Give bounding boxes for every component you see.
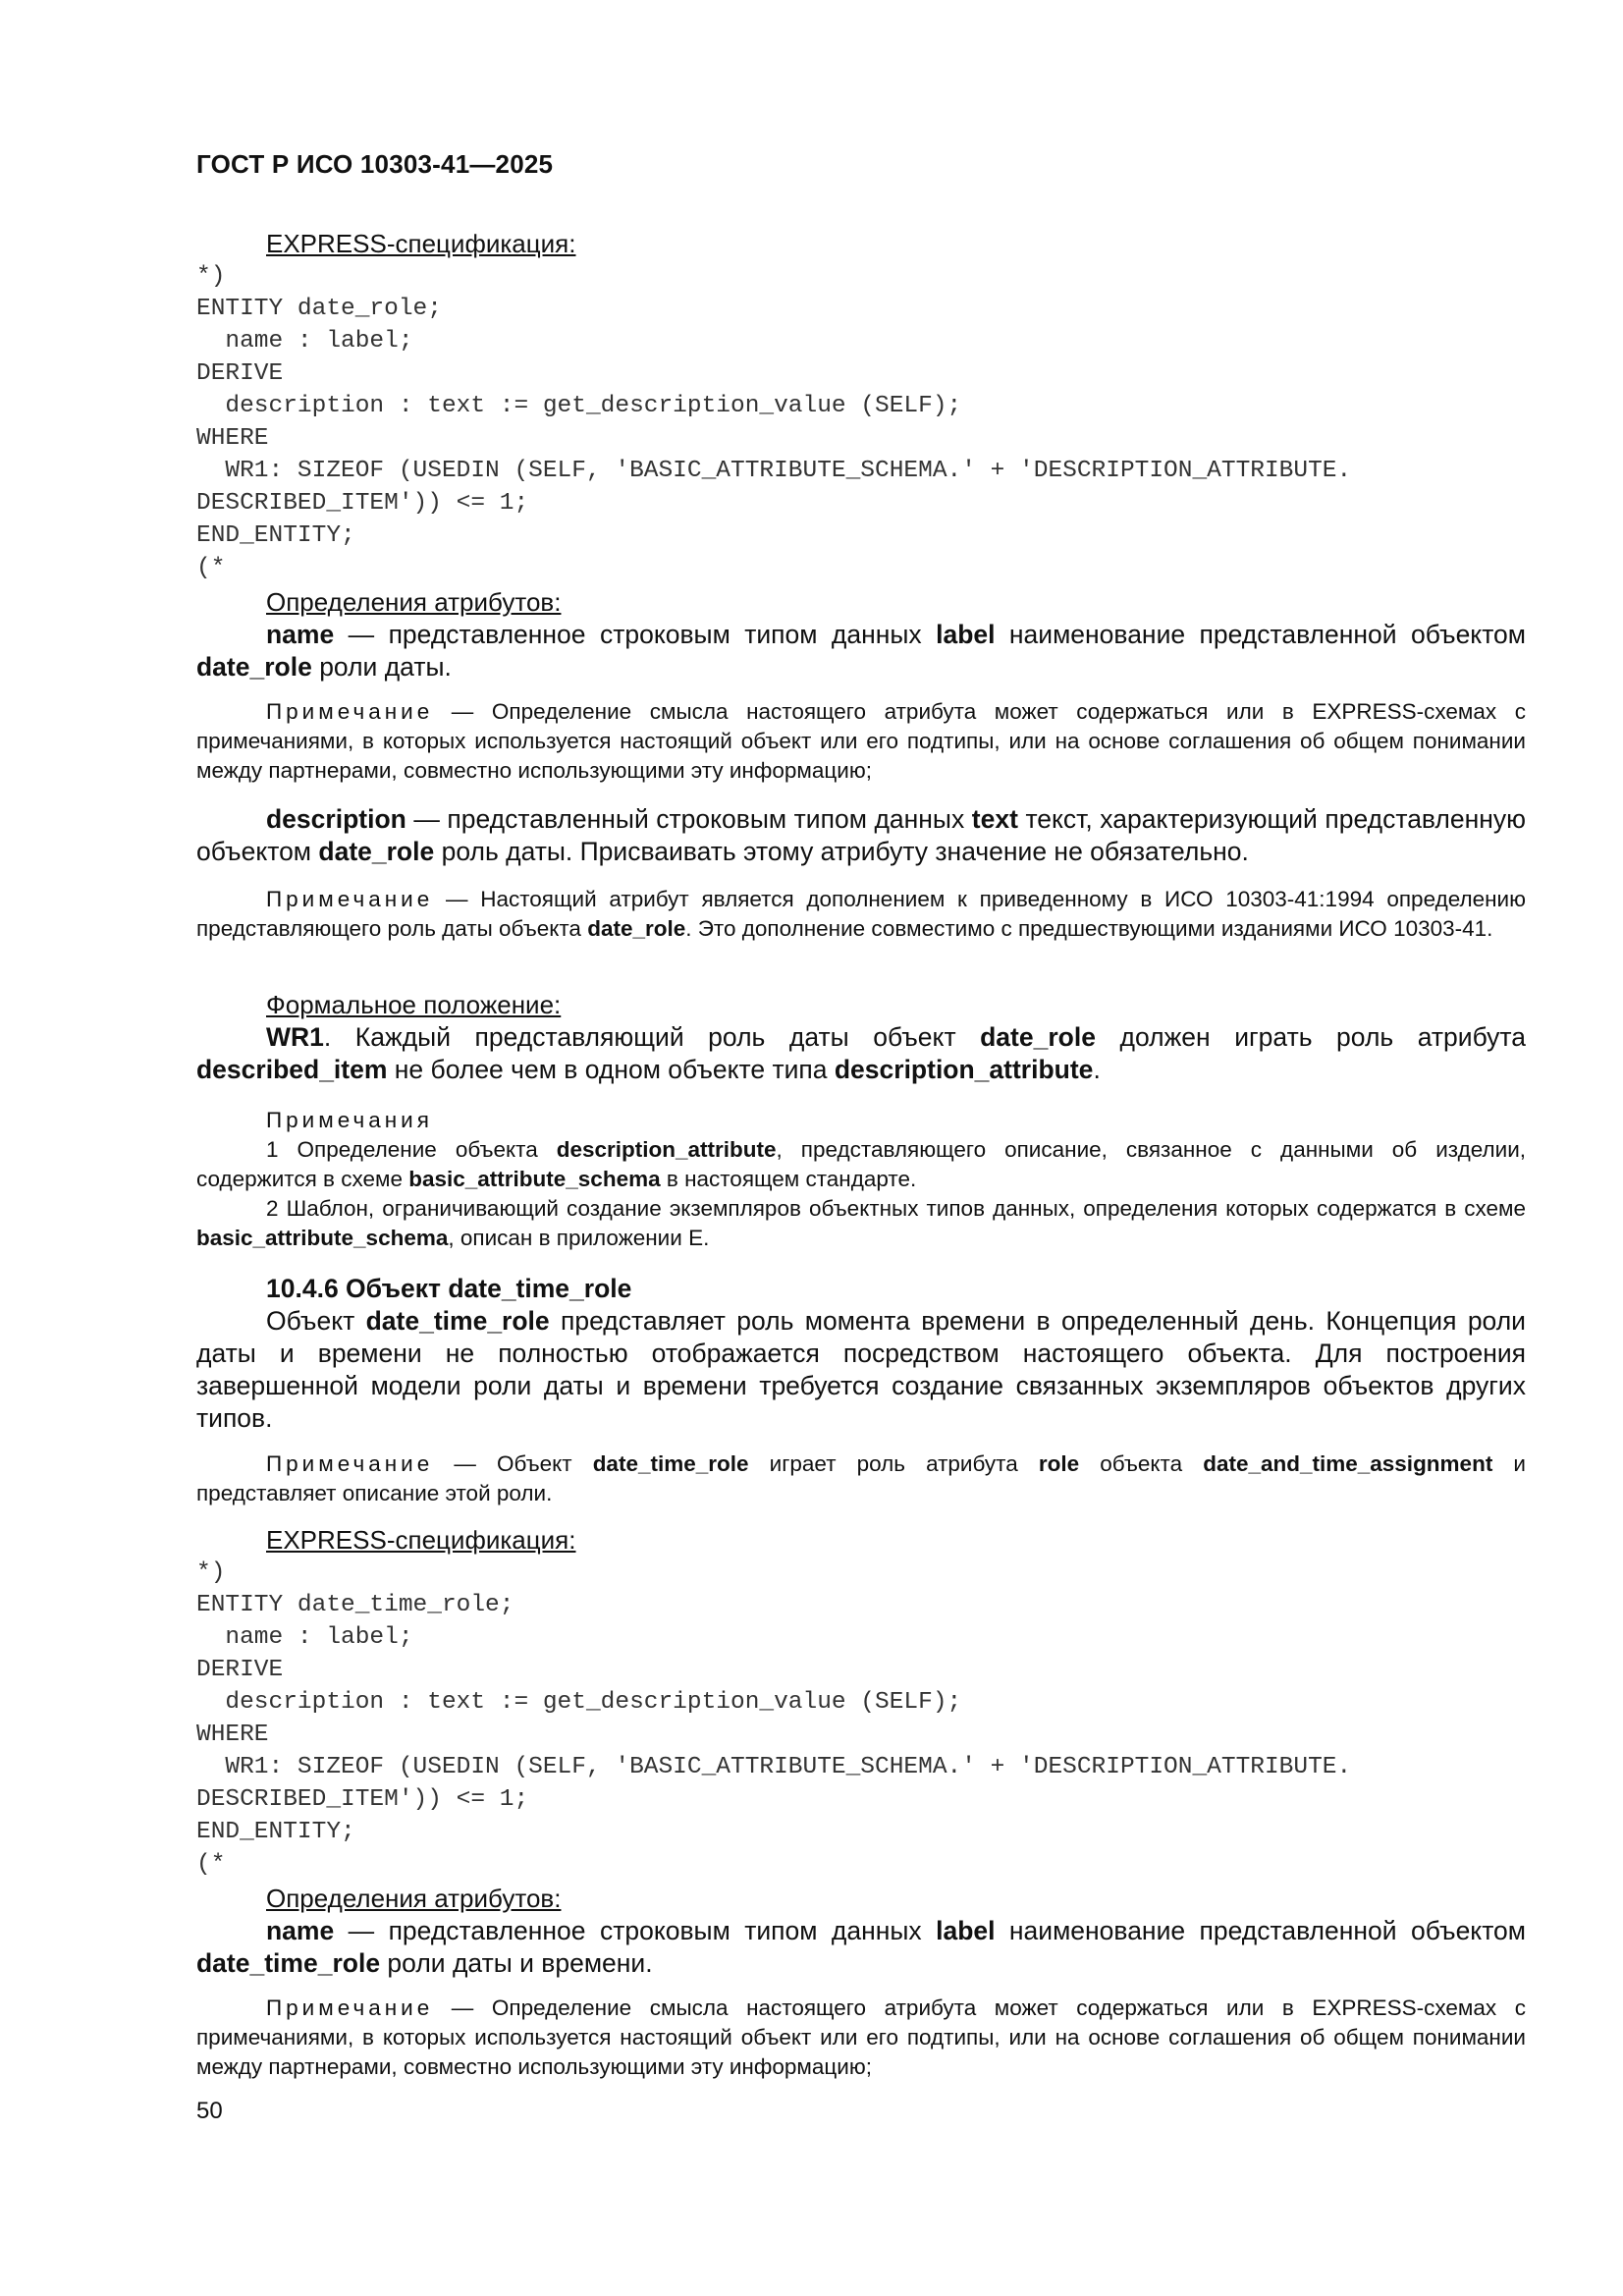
express-spec-date-role — [196, 228, 1526, 584]
note-label: Примечание — [266, 887, 434, 911]
document-header: ГОСТ Р ИСО 10303-41—2025 — [196, 149, 554, 179]
wr1-rule: WR1. Каждый представляющий роль даты объект date_role должен играть роль атрибута described_item не более чем в одном объекте типа description_attribute. — [196, 1022, 1527, 1084]
name-term: name — [266, 620, 335, 649]
description-attribute-definition: description — представленный строковым типом данных text текст, характеризующий представленную объектом date_role роль даты. Присваивать этому атрибуту значение не обязательно. — [196, 804, 1526, 866]
express-spec-title: EXPRESS-спецификация: — [266, 229, 576, 258]
name-attribute-definition: name — представленное строковым типом данных label наименование представленной объектом date_time_role роли даты и времени. — [196, 1916, 1526, 1978]
page-number: 50 — [196, 2098, 223, 2124]
section-10-4-6 — [196, 1273, 1526, 1435]
attribute-definitions-date-role — [196, 586, 1526, 683]
notes-list — [196, 1106, 1526, 1253]
express-spec-date-time-role — [196, 1524, 1526, 1881]
description-term: description — [266, 804, 406, 834]
express-code-date-time-role: *) ENTITY date_time_role; name : label; DERIVE description : text := get_description_value (SELF); WHERE WR1: SIZEOF (USEDIN (SELF, 'BASIC_ATTRIBUTE_SCHEMA.' + 'DESCRIPTION_ATTRIBUTE. DESCRIBED_ITEM')) <= 1; END_ENTITY; (* — [196, 1559, 1352, 1878]
notes-label: Примечания — [266, 1108, 433, 1132]
note-date-role-description: Примечание — Настоящий атрибут является дополнением к приведенному в ИСО 10303-41:1994 определению представляющего роль даты объекта date_role. Это дополнение совместимо с предшествующими изданиями ИСО 10303-41. — [196, 887, 1526, 941]
express-code-date-role: *) ENTITY date_role; name : label; DERIVE description : text := get_description_value (SELF); WHERE WR1: SIZEOF (USEDIN (SELF, 'BASIC_ATTRIBUTE_SCHEMA.' + 'DESCRIPTION_ATTRIBUTE. DESCRIBED_ITEM')) <= 1; END_ENTITY; (* — [196, 263, 1352, 581]
formal-proposition-title: Формальное положение: — [266, 990, 562, 1019]
note-label: Примечание — [266, 1995, 434, 2020]
note-item-2: 2 Шаблон, ограничивающий создание экземпляров объектных типов данных, определения которых содержатся в схеме basic_attribute_schema, описан в приложении Е. — [196, 1196, 1526, 1250]
note-date-time-role-name: Примечание — Определение смысла настоящего атрибута может содержаться или в EXPRESS-схемах с примечаниями, в которых используется настоящий объект или его подтипы, или на основе соглашения об общем понимании между партнерами, совместно использующими эту информацию; — [196, 1995, 1526, 2079]
section-heading: 10.4.6 Объект date_time_role — [266, 1274, 632, 1303]
name-attribute-definition: name — представленное строковым типом данных label наименование представленной объектом date_role роли даты. — [196, 620, 1526, 682]
note-date-role-name: Примечание — Определение смысла настоящего атрибута может содержаться или в EXPRESS-схемах с примечаниями, в которых используется настоящий объект или его подтипы, или на основе соглашения об общем понимании между партнерами, совместно использующими эту информацию; — [196, 699, 1526, 783]
section-paragraph: Объект date_time_role представляет роль момента времени в определенный день. Концепция роли даты и времени не полностью отображается посредством настоящего объекта. Для построения завершенной модели роли даты и времени требуется создание связанных экземпляров объектов других типов. — [196, 1306, 1526, 1433]
attribute-definitions-title: Определения атрибутов: — [266, 587, 562, 617]
note-date-time-role: Примечание — Объект date_time_role играет роль атрибута role объекта date_and_time_assignment и представляет описание этой роли. — [196, 1451, 1526, 1505]
note-label: Примечание — [266, 699, 434, 724]
express-spec-title: EXPRESS-спецификация: — [266, 1525, 576, 1555]
attribute-definitions-title: Определения атрибутов: — [266, 1884, 562, 1913]
note-label: Примечание — [266, 1451, 434, 1476]
note-item-1: 1 Определение объекта description_attribute, представляющего описание, связанное с данными об изделии, содержится в схеме basic_attribute_schema в настоящем стандарте. — [196, 1137, 1527, 1191]
formal-proposition — [196, 989, 1526, 1086]
attribute-definitions-date-time-role — [196, 1883, 1526, 1980]
document-page — [196, 0, 1526, 2296]
